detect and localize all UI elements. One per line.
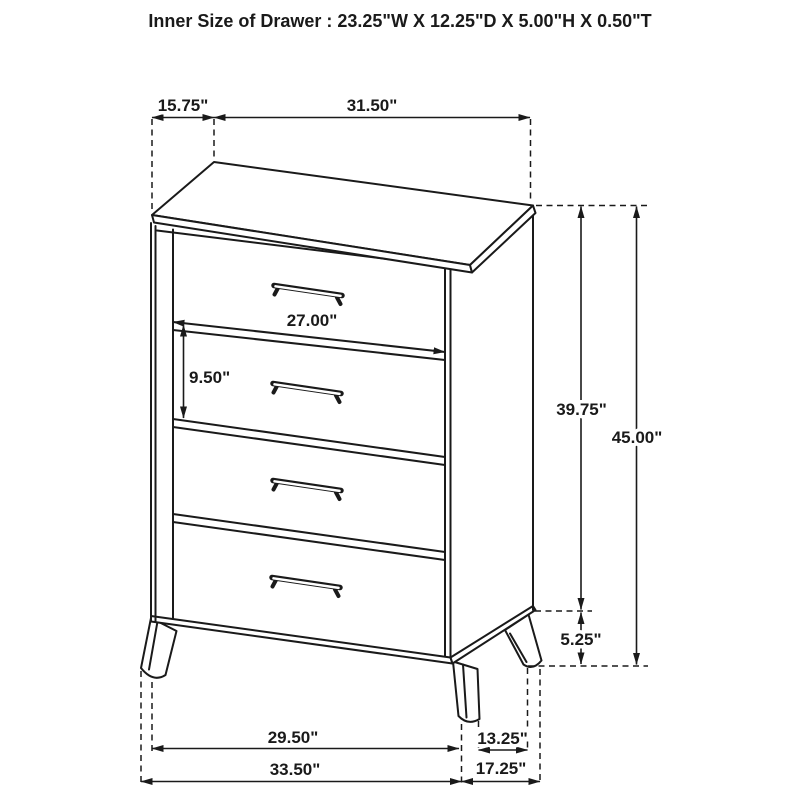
dim-drawer-width-label: 27.00" [286, 311, 338, 330]
page-title: Inner Size of Drawer : 23.25"W X 12.25"D X 5.00"H X 0.50"T [148, 11, 652, 31]
dim-overall-width-label: 33.50" [269, 760, 321, 779]
dim-top-width-label: 31.50" [346, 96, 398, 115]
dim-body-height-label: 39.75" [556, 400, 607, 419]
dim-top-depth-label: 15.75" [157, 96, 209, 115]
dim-side-feet-span-label: 13.25" [477, 729, 528, 748]
dim-front-feet-span-label: 29.50" [267, 728, 319, 747]
dim-drawer-height-label: 9.50" [189, 368, 231, 387]
dim-leg-height-label: 5.25" [560, 630, 602, 649]
dim-overall-depth-label: 17.25" [475, 759, 527, 778]
dim-overall-height-label: 45.00" [611, 428, 663, 447]
